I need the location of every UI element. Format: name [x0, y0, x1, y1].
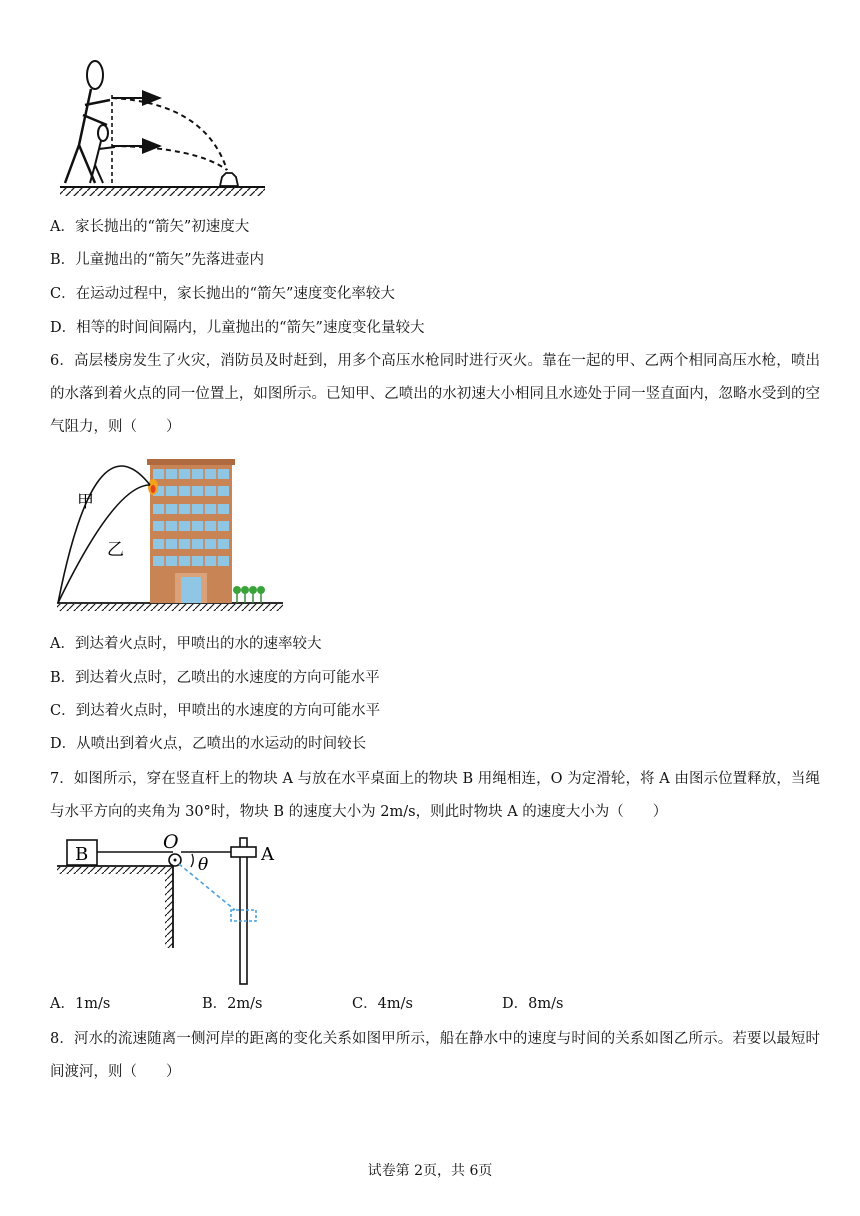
trees [233, 586, 265, 603]
pulley-figure [55, 830, 290, 990]
fire-figure [55, 455, 290, 615]
label-yi: 乙 [107, 540, 124, 560]
q7-option-c: C．4m/s [352, 996, 413, 1012]
vertical-rod [240, 838, 247, 984]
label-a: A [261, 844, 274, 865]
q8-stem: 8．河水的流速随离一侧河岸的距离的变化关系如图甲所示，船在静水中的速度与时间的关系如图乙所示。若要以最短时间渡河，则（ ） [50, 1031, 820, 1080]
jet-jia [58, 466, 150, 603]
q6-option-a: A．到达着火点时，甲喷出的水的速率较大 [50, 636, 322, 652]
q7-stem: 7．如图所示，穿在竖直杆上的物块 A 与放在水平桌面上的物块 B 用绳相连，O 为定滑轮，将 A 由图示位置释放，当绳与水平方向的夹角为 30°时，物块 B 的速度大小为 2m/s，则此时物块 A 的速度大小为（ ） [50, 771, 820, 820]
q6-option-c: C．到达着火点时，甲喷出的水速度的方向可能水平 [50, 703, 381, 719]
q5-option-c: C．在运动过程中，家长抛出的“箭矢”速度变化率较大 [50, 286, 395, 302]
label-jia: 甲 [77, 492, 94, 512]
throwing-figure [55, 55, 270, 200]
page-footer: 试卷第 2页，共 6页 [367, 1163, 493, 1179]
adult-head [87, 61, 103, 89]
q6-option-d: D．从喷出到着火点，乙喷出的水运动的时间较长 [50, 736, 367, 752]
q5-option-d: D．相等的时间间隔内，儿童抛出的“箭矢”速度变化量较大 [50, 320, 425, 336]
block-a [231, 847, 256, 857]
label-b: B [75, 844, 89, 865]
q7-option-b: B．2m/s [202, 996, 263, 1012]
label-o: O [163, 831, 179, 853]
q5-option-b: B．儿童抛出的“箭矢”先落进壶内 [50, 252, 264, 268]
q6-stem: 6．高层楼房发生了火灾，消防员及时赶到，用多个高压水枪同时进行灭火。靠在一起的甲、乙两个相同高压水枪，喷出的水落到着火点的同一位置上，如图所示。已知甲、乙喷出的水初速大小相同且水迹处于同一竖直面内，忽略水受到的空气阻力，则（ ） [50, 353, 820, 435]
pot [220, 173, 238, 186]
child-head [98, 125, 108, 141]
q5-option-a: A．家长抛出的“箭矢”初速度大 [50, 219, 250, 235]
q7-option-d: D．8m/s [502, 996, 564, 1012]
label-theta: θ [198, 855, 209, 875]
q7-option-a: A．1m/s [50, 996, 111, 1012]
q6-option-b: B．到达着火点时，乙喷出的水速度的方向可能水平 [50, 670, 380, 686]
